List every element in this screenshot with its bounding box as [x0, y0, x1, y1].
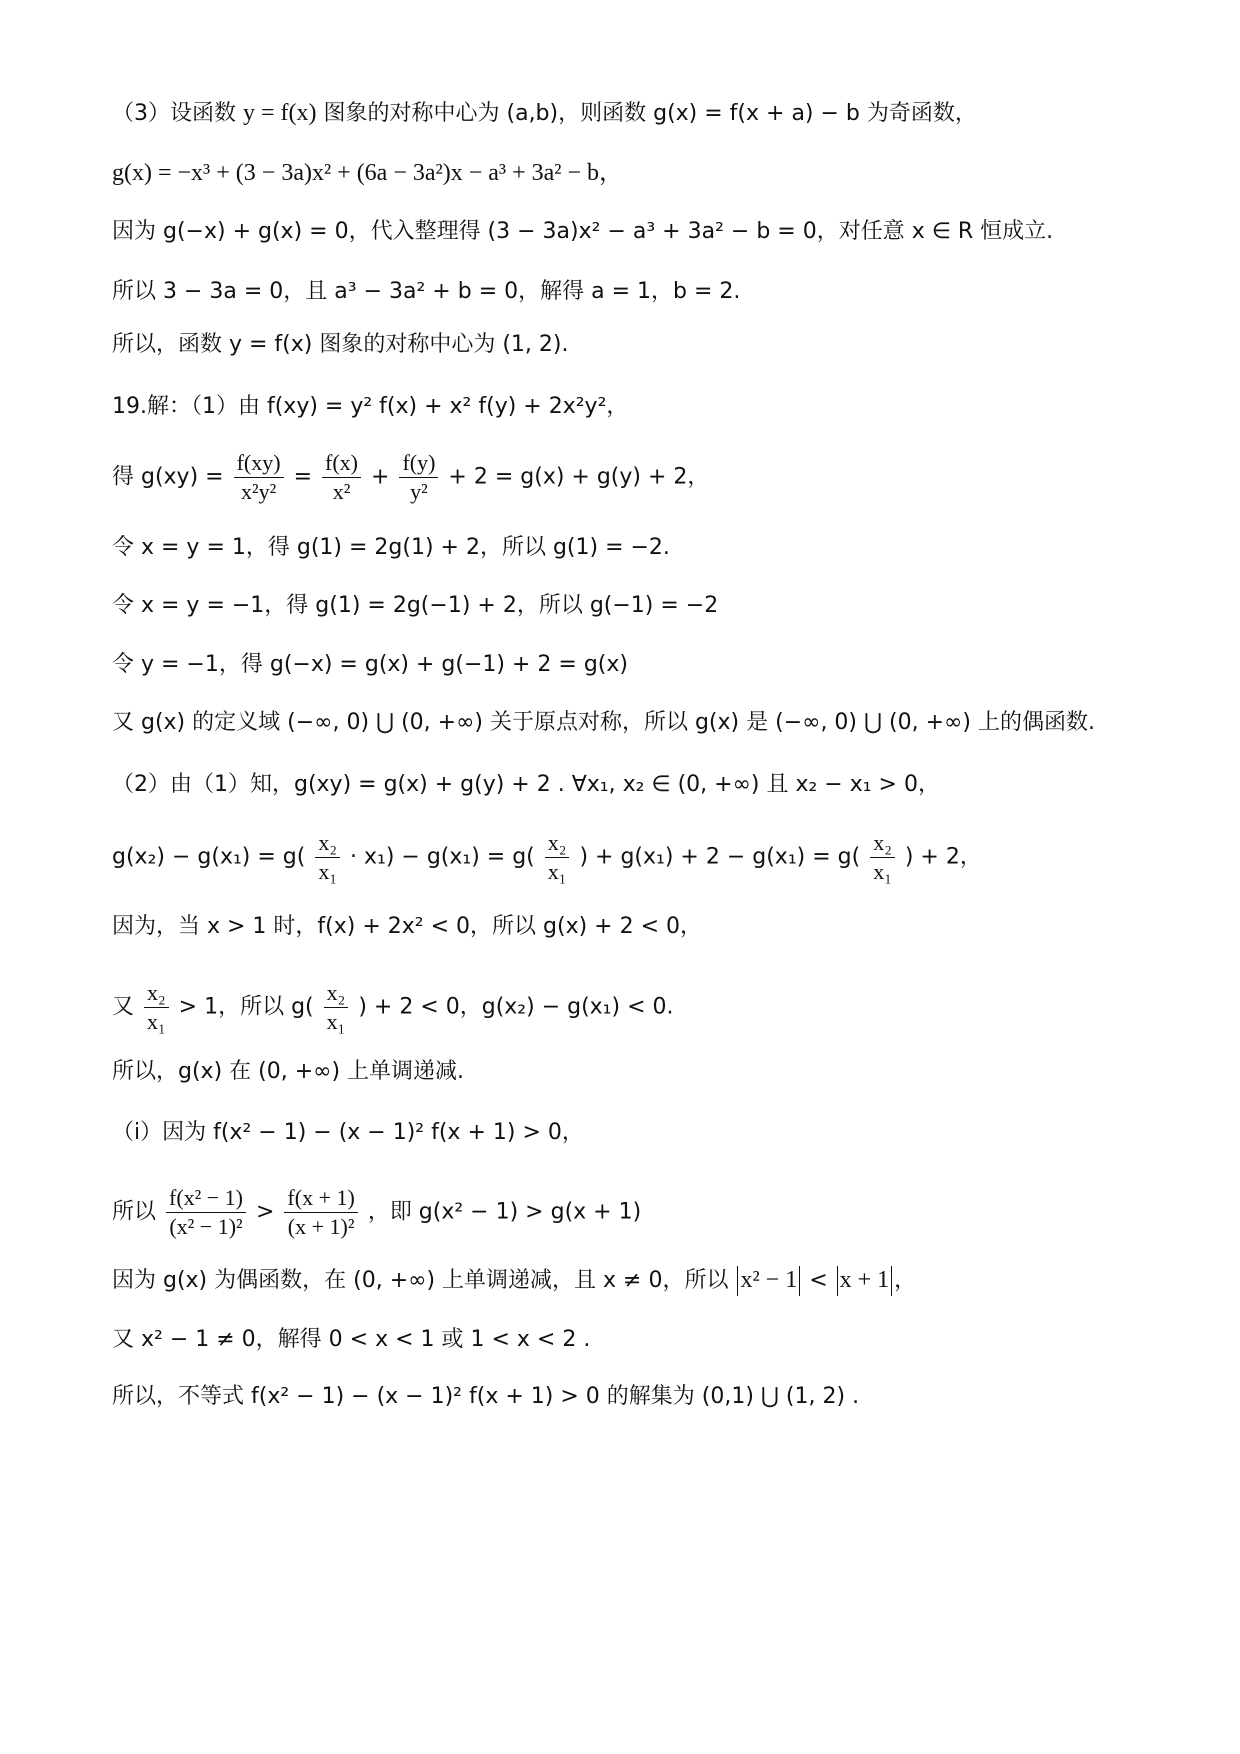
text-line-8: 令 x = y = 1，得 g(1) = 2g(1) + 2，所以 g(1) = −2. [112, 535, 670, 560]
text-line-3: 因为 g(−x) + g(x) = 0，代入整理得 (3 − 3a)x² − a³ + 3a² − b = 0，对任意 x ∈ R 恒成立. [112, 219, 1054, 244]
equation-gxy: 得 g(xy) = $\frac{f(xy)}{\text{x²y²}}$ = $\frac{f(x)}{\text{x²}}$ + $\frac{f(y)}{\text{y²}}$ + 2 = g(x) + g(y) + 2， [112, 450, 710, 504]
text-line-10: 令 y = −1，得 g(−x) = g(x) + g(−1) + 2 = g(x) [112, 652, 628, 677]
text-line-14: 因为，当 x > 1 时，f(x) + 2x² < 0，所以 g(x) + 2 < 0， [112, 914, 703, 939]
text-line-21: 所以，不等式 f(x² − 1) − (x − 1)² f(x + 1) > 0 的解集为 (0,1) ⋃ (1, 2) . [112, 1384, 860, 1409]
text-line-4: 所以 3 − 3a = 0，且 a³ − 3a² + b = 0，解得 a = 1，b = 2. [112, 279, 741, 304]
text-line-15: 又 $\frac{\text{x₂}}{\text{x₁}}$ > 1，所以 g( $\frac{\text{x₂}}{\text{x₁}}$ ) + 2 < 0，g(x₂) − g(x₁) < 0. [112, 980, 674, 1034]
text-line-11: 又 g(x) 的定义域 (−∞, 0) ⋃ (0, +∞) 关于原点对称，所以 g(x) 是 (−∞, 0) ⋃ (0, +∞) 上的偶函数. [112, 710, 1095, 735]
equation-diff: g(x₂) − g(x₁) = g( $\frac{\text{x₂}}{\text{x₁}}$ · x₁) − g(x₁) = g( $\frac{\text{x₂}}{\text{x₁}}$ ) + g(x₁) + 2 − g(x₁) = g( $\frac{\text{x₂}}{\text{x₁}}$ ) + 2， [112, 830, 982, 884]
fraction: $\frac{\text{f(x² − 1)}}{\text{(x² − 1)²}}$ [166, 1185, 246, 1240]
fraction: $\frac{\text{x₂}}{\text{x₁}}$ [870, 830, 895, 885]
text-line-18: 所以 $\frac{\text{f(x² − 1)}}{\text{(x² − 1)²}}$ > $\frac{f(x + 1)}{\text{(x + 1)²}}$ ，即 g(x² − 1) > g(x + 1) [112, 1185, 642, 1239]
text-line-5: 所以，函数 y = f(x) 图象的对称中心为 (1, 2). [112, 332, 569, 357]
fraction: $\frac{\text{x₂}}{\text{x₁}}$ [315, 830, 340, 885]
text-line-17: （i）因为 f(x² − 1) − (x − 1)² f(x + 1) > 0， [112, 1120, 584, 1145]
text-line-16: 所以，g(x) 在 (0, +∞) 上单调递减. [112, 1059, 465, 1084]
text-line-12: （2）由（1）知，g(xy) = g(x) + g(y) + 2 . ∀x₁, x₂ ∈ (0, +∞) 且 x₂ − x₁ > 0， [112, 772, 940, 797]
fraction: $\frac{f(x)}{\text{x²}}$ [322, 450, 361, 505]
fraction: $\frac{f(y)}{\text{y²}}$ [399, 450, 438, 505]
text-line-1: （3）设函数 y = f(x) 图象的对称中心为 (a,b)，则函数 g(x) = f(x + a) − b 为奇函数， [112, 100, 977, 126]
text-line-9: 令 x = y = −1，得 g(1) = 2g(−1) + 2，所以 g(−1) = −2 [112, 593, 719, 618]
equation-g: g(x) = −x³ + (3 − 3a)x² + (6a − 3a²)x − a³ + 3a² − b， [112, 160, 624, 186]
fraction: $\frac{\text{x₂}}{\text{x₁}}$ [144, 980, 169, 1035]
fraction: $\frac{f(x + 1)}{\text{(x + 1)²}}$ [284, 1185, 357, 1240]
text-line-19: 因为 g(x) 为偶函数，在 (0, +∞) 上单调递减，且 x ≠ 0，所以 x² − 1 < x + 1 ， [112, 1265, 1180, 1296]
text-line-20: 又 x² − 1 ≠ 0，解得 0 < x < 1 或 1 < x < 2 . [112, 1327, 591, 1352]
text-line-6: 19.解：（1）由 f(xy) = y² f(x) + x² f(y) + 2x²y²， [112, 394, 629, 419]
fraction: $\frac{f(xy)}{\text{x²y²}}$ [234, 450, 284, 505]
fraction: $\frac{\text{x₂}}{\text{x₁}}$ [545, 830, 570, 885]
fraction: $\frac{\text{x₂}}{\text{x₁}}$ [324, 980, 349, 1035]
